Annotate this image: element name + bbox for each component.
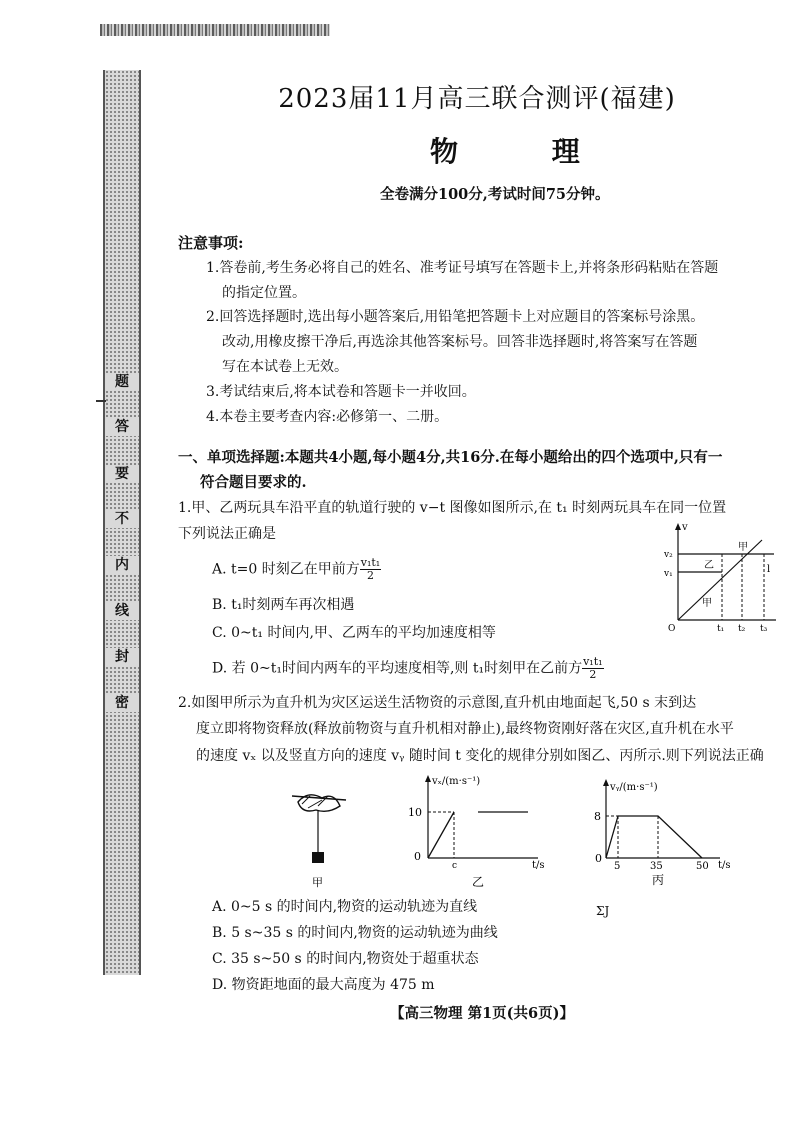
tick-t3: t₃ [760,624,768,632]
exam-title: 2023届11月高三联合测评(福建) [278,84,676,114]
tick-50: 50 [696,861,709,872]
notice-item: 1.答卷前,考生务必将自己的姓名、准考证号填写在答题卡上,并将条形码粘贴在答题 [206,260,719,276]
tick-v2: v₂ [664,550,673,560]
tick-8: 8 [594,810,601,823]
question-1-stem: 1.甲、乙两玩具车沿平直的轨道行驶的 v−t 图像如图所示,在 t₁ 时刻两玩具车在同一位置 [178,500,727,516]
fig-yi-caption: 乙 [472,875,485,889]
binding-strip [103,70,141,975]
label-yi: 乙 [704,560,714,571]
binding-char: 要 [105,465,139,483]
q1-option-a [212,557,381,582]
binding-char: 线 [105,602,139,620]
notice-item: 的指定位置。 [222,285,306,301]
binding-char: 答 [105,418,139,436]
q1-vt-graph [664,520,784,632]
y-axis-arrow [675,523,681,530]
q1-option-b: B. t₁时刻两车再次相遇 [212,597,355,613]
y-axis-label: vᵧ/(m·s⁻¹) [610,782,658,793]
q1-option-d [212,656,604,681]
fraction-denominator: 2 [589,668,597,681]
q2-option-a: A. 0~5 s 的时间内,物资的运动轨迹为直线 [212,899,478,915]
notice-heading: 注意事项: [178,234,244,252]
x-axis-label: t/s [718,860,731,871]
q2-option-c: C. 35 s~50 s 的时间内,物资处于超重状态 [212,951,479,967]
fig-bing-vy-graph [590,776,760,894]
tick-t1: t₁ [717,624,725,632]
tick-5: 5 [614,861,621,872]
label-jia: 甲 [702,598,712,609]
question-2-stem-cont: 度立即将物资释放(释放前物资与直升机相对静止),最终物资刚好落在灾区,直升机在水平 [196,721,734,737]
exam-info: 全卷满分100分,考试时间75分钟。 [380,186,610,203]
binding-char: 不 [105,510,139,528]
notice-item: 改动,用橡皮擦干净后,再选涂其他答案标号。回答非选择题时,将答案写在答题 [222,334,698,350]
subject-title: 物 理 [430,135,622,168]
tick-c: c [452,861,458,871]
fig-jia-caption: 甲 [312,876,323,889]
y-axis-label: v [682,522,688,533]
label-jia-top: 甲 [738,542,748,553]
q1-option-d-text: D. 若 0~t₁时间内两车的平均速度相等,则 t₁时刻甲在乙前方 [212,660,583,677]
q2-option-d: D. 物资距地面的最大高度为 475 m [212,977,435,993]
y-axis-label: vₓ/(m·s⁻¹) [432,776,481,787]
fraction [360,557,381,582]
question-1-stem-cont: 下列说法正确是 [178,526,276,542]
binding-char: 封 [105,648,139,666]
tick-35: 35 [650,861,663,872]
vy-series [606,816,702,858]
margin-mark [96,400,106,402]
tick-0: 0 [595,852,602,865]
notice-item: 4.本卷主要考查内容:必修第一、二册。 [206,409,449,425]
handwritten-mark: ΣJ [596,904,610,918]
q1-option-c: C. 0~t₁ 时间内,甲、乙两车的平均加速度相等 [212,625,496,641]
tick-10: 10 [408,806,422,819]
tick-t2: t₂ [738,624,746,632]
cargo-box [312,852,324,863]
fig-bing-caption: 丙 [652,873,665,887]
tick-0: 0 [414,850,421,863]
notice-item: 3.考试结束后,将本试卷和答题卡一并收回。 [206,384,476,400]
scan-smudge [100,24,330,36]
section-heading: 一、单项选择题:本题共4小题,每小题4分,共16分.在每小题给出的四个选项中,只有一 [178,449,723,466]
fraction-numerator: v₁t₁ [360,556,381,569]
page-footer: 【高三物理 第1页(共6页)】 [390,1005,574,1022]
fraction [582,656,603,681]
helicopter-figure [288,782,358,892]
section-heading-cont: 符合题目要求的. [200,474,307,491]
fraction-numerator: v₁t₁ [583,655,603,668]
question-2-stem-cont: 的速度 vₓ 以及竖直方向的速度 vᵧ 随时间 t 变化的规律分别如图乙、丙所示.则下列说法正确 [196,748,764,764]
series-diagonal [678,540,762,620]
label-l: l [767,564,771,575]
q2-option-b: B. 5 s~35 s 的时间内,物资的运动轨迹为曲线 [212,925,498,941]
binding-char: 密 [105,694,139,712]
tick-v1: v₁ [664,569,673,579]
q1-option-a-text: A. t=0 时刻乙在甲前方 [212,561,360,578]
y-axis-arrow [425,775,431,782]
notice-item: 2.回答选择题时,选出每小题答案后,用铅笔把答题卡上对应题目的答案标号涂黑。 [206,309,705,325]
binding-char: 内 [105,556,139,574]
y-axis-arrow [603,779,609,786]
binding-char: 题 [105,373,139,391]
notice-item: 写在本试卷上无效。 [222,359,348,375]
fig-yi-vx-graph [400,772,550,890]
accel-segment [428,812,454,858]
x-axis-label: t/s [532,860,545,871]
origin-label: O [668,624,676,632]
question-2-stem: 2.如图甲所示为直升机为灾区运送生活物资的示意图,直升机由地面起飞,50 s 末到达 [178,695,697,711]
fraction-denominator: 2 [366,569,374,582]
